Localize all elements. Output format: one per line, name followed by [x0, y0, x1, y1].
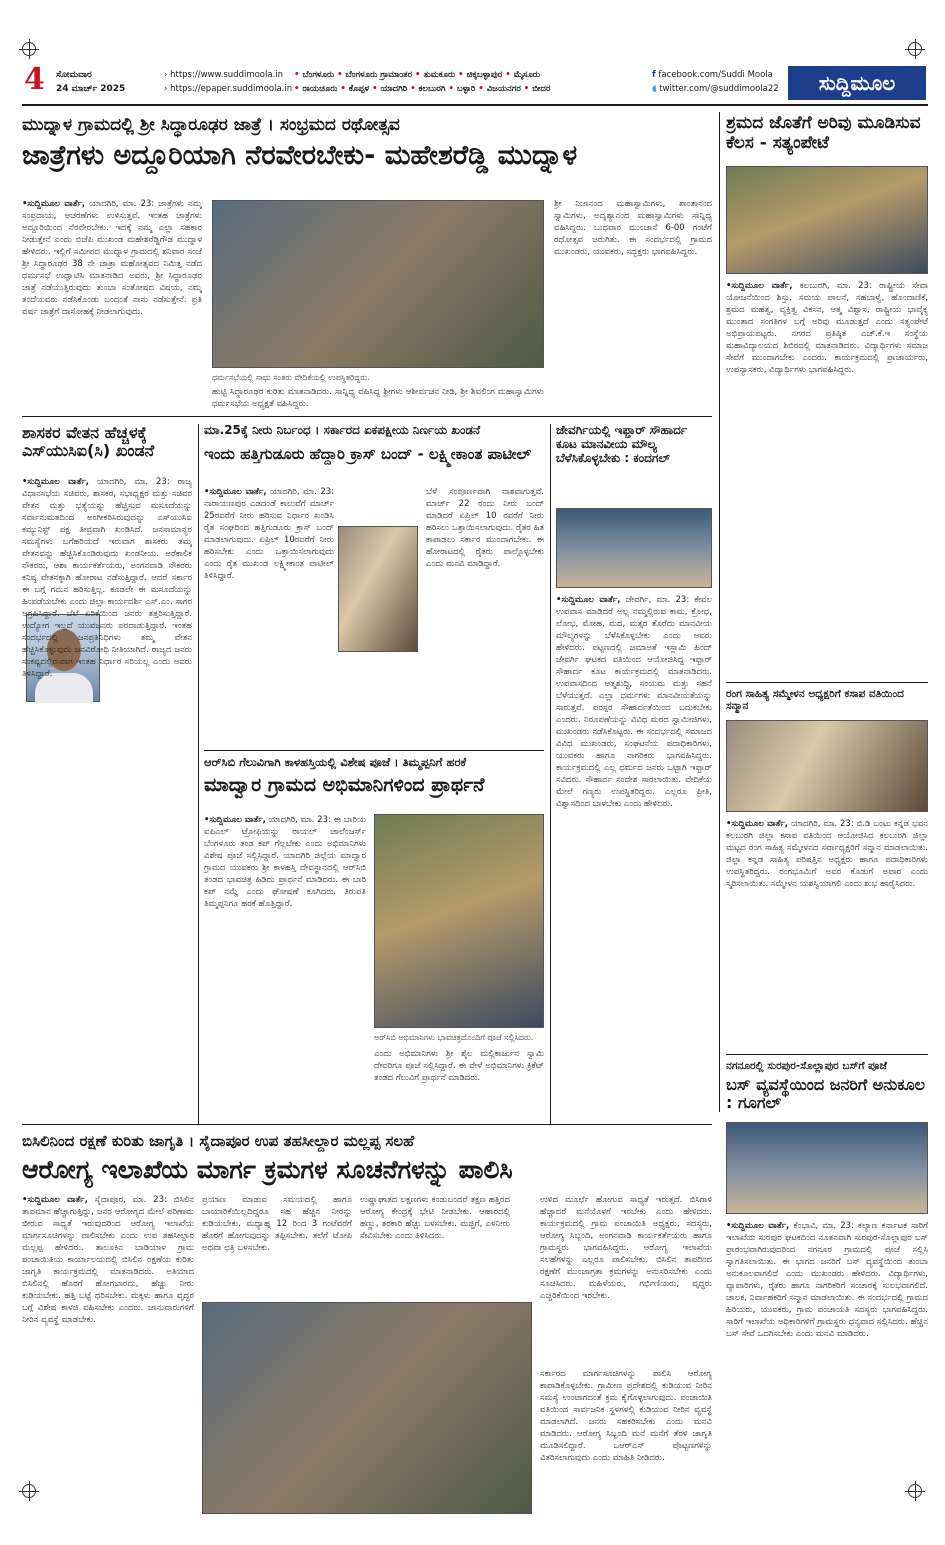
iftar-story — [556, 424, 712, 1124]
facebook-link[interactable]: facebook.com/Suddi Moola — [658, 70, 773, 80]
health-column-5: ಸರ್ಕಾರದ ಮಾರ್ಗಸೂಚಿಗಳನ್ನು ಪಾಲಿಸಿ ಆರೋಗ್ಯ ಕಾಪಾಡಿಕೊಳ್ಳಬೇಕು. ಗ್ರಾಮೀಣ ಪ್ರದೇಶದಲ್ಲಿ ಕುಡಿಯುವ ನೀರಿನ ಸಮಸ್ಯೆ ಉಂಟಾಗದಂತೆ ಕ್ರಮ ಕೈಗೊಳ್ಳಲಾಗುವುದು. ಪಂಚಾಯಿತಿ ವತಿಯಿಂದ ಸಾರ್ವಜನಿಕ ಸ್ಥಳಗಳಲ್ಲಿ ಕುಡಿಯುವ ನೀರಿನ ವ್ಯವಸ್ಥೆ ಮಾಡಲಾಗಿದೆ. ಜನರು ಸಹಕರಿಸಬೇಕು ಎಂದು ಮನವಿ ಮಾಡಿದರು. ಆರೋಗ್ಯ ಸಿಬ್ಬಂದಿ ಮನೆ ಮನೆಗೆ ತೆರಳಿ ಜಾಗೃತಿ ಮೂಡಿಸಲಿದ್ದಾರೆ. ಒಆರ್‌ಎಸ್ ಪೊಟ್ಟಣಗಳನ್ನು ವಿತರಿಸಲಾಗುವುದು ಎಂದು ಮಾಹಿತಿ ನೀಡಿದರು. — [540, 1369, 712, 1463]
health-byline: •ಸುದ್ದಿಮೂಲ ವಾರ್ತೆ, — [22, 1195, 88, 1205]
health-story — [22, 1130, 712, 1522]
cities-row-2 — [294, 82, 550, 96]
lead-kicker: ಮುದ್ನಾಳ ಗ್ರಾಮದಲ್ಲಿ ಶ್ರೀ ಸಿದ್ಧಾರೂಢರ ಜಾತ್ರೆ । ಸಂಭ್ರಮದ ರಥೋತ್ಸವ — [22, 115, 400, 135]
right-top-byline: •ಸುದ್ದಿಮೂಲ ವಾರ್ತೆ, — [726, 281, 793, 291]
bus-byline: •ಸುದ್ದಿಮೂಲ ವಾರ್ತೆ, — [726, 1221, 790, 1231]
iftar-byline: •ಸುದ್ದಿಮೂಲ ವಾರ್ತೆ, — [556, 595, 621, 605]
brand-logo: ಸುದ್ದಿಮೂಲ — [788, 66, 926, 100]
rcb-photo-caption: ಆರ್‌ಸಿಬಿ ಅಭಿಮಾನಿಗಳು ಭಾವಚಿತ್ರದೊಂದಿಗೆ ಪೂಜೆ ಸಲ್ಲಿಸಿದರು. — [374, 1033, 534, 1042]
bus-body — [726, 1220, 928, 1520]
water-story — [204, 424, 544, 744]
bus-photo[interactable] — [726, 1122, 928, 1214]
city: • ಕೊಪ್ಪಳ — [340, 84, 369, 94]
city: • ಕಲಬುರಗಿ — [410, 84, 445, 94]
rcb-text-1: ಯಾದಗಿರಿ, ಮಾ. 23: ಈ ಬಾರಿಯ ಐಪಿಎಲ್ ಟ್ರೋಫಿಯನ್ನು ರಾಯಲ್ ಚಾಲೆಂಜರ್ಸ್ ಬೆಂಗಳೂರು ತಂಡ ಕಪ್ ಗೆಲ್ಲಬೇಕು ಎಂದು ಅಭಿಮಾನಿಗಳು ವಿಶೇಷ ಪೂಜೆ ಸಲ್ಲಿಸಿದ್ದಾರೆ. ಯಾದಗಿರಿ ಜಿಲ್ಲೆಯ ಮಾದ್ವಾರ ಗ್ರಾಮದ ಯುವಕರು ಶ್ರೀ ಕಾಳಹಸ್ತಿ ದೇವಸ್ಥಾನದಲ್ಲಿ ಆರ್‌ಸಿಬಿ ತಂಡದ ಭಾವಚಿತ್ರ ಹಿಡಿದು ಪ್ರಾರ್ಥನೆ ಮಾಡಿದರು. ಈ ಬಾರಿ ಕಪ್ ನಮ್ದೆ ಎಂದು ಘೋಷಣೆ ಕೂಗಿದರು. ತಿರುಪತಿ ತಿಮ್ಮಪ್ಪನಿಗೂ ಹರಕೆ ಹೊತ್ತಿದ್ದಾರೆ. — [204, 815, 366, 909]
lead-headline: ಜಾತ್ರೆಗಳು ಅದ್ದೂರಿಯಾಗಿ ನೆರವೇರಬೇಕು- ಮಹೇಶರೆಡ್ಡಿ ಮುದ್ನಾಳ — [22, 140, 578, 171]
facebook-icon: f — [652, 70, 656, 80]
health-kicker: ಬಿಸಿಲಿನಿಂದ ರಕ್ಷಣೆ ಕುರಿತು ಜಾಗೃತಿ । ಸೈದಾಪೂರ ಉಪ ತಹಸೀಲ್ದಾರ ಮಲ್ಲಪ್ಪ ಸಲಹೆ — [22, 1132, 415, 1150]
iftar-text: ಜೇವರ್ಗಿ, ಮಾ. 23: ಕೇವಲ ಉಪವಾಸ ಮಾಡಿದರೆ ಅಲ್ಲ ನಮ್ಮಲ್ಲಿರುವ ಕಾಮ, ಕ್ರೋಧ, ಲೋಭ, ಮೋಹ, ಮದ, ಮತ್ಸರ ತೊರೆದು ಮಾನವೀಯ ಮೌಲ್ಯಗಳನ್ನು ಬೆಳೆಸಿಕೊಳ್ಳಬೇಕು ಎಂದು ಅವರು ಹೇಳಿದರು. ಪಟ್ಟಣದಲ್ಲಿ ಜಮಾಅತೆ ಇಸ್ಲಾಮಿ ಹಿಂದ್ ಜೇವರ್ಗಿ ಘಟಕದ ವತಿಯಿಂದ ಆಯೋಜಿಸಿದ್ದ ಇಫ್ತಾರ್ ಸೌಹಾರ್ದ ಕೂಟ ಕಾರ್ಯಕ್ರಮದಲ್ಲಿ ಮಾತನಾಡಿದರು. ಉಪವಾಸದಿಂದ ಆತ್ಮಶುದ್ಧಿ, ಸಂಯಮ ಮತ್ತು ಸಹನೆ ಬೆಳೆಯುತ್ತದೆ. ಎಲ್ಲಾ ಧರ್ಮಗಳು ಮಾನವೀಯತೆಯನ್ನು ಸಾರುತ್ತವೆ. ಪರಸ್ಪರ ಸೌಹಾರ್ದತೆಯಿಂದ ಬದುಕಬೇಕು ಎಂದರು. ನಿರೂಪಣೆಯನ್ನು ವಿವಿಧ ಮಠದ ಸ್ವಾಮೀಜಿಗಳು, ಮುಖಂಡರು ನಡೆಸಿಕೊಟ್ಟರು. ಈ ಸಂದರ್ಭದಲ್ಲಿ ಸಮಾಜದ ವಿವಿಧ ಮುಖಂಡರು, ಸಂಘಟನೆಯ ಪದಾಧಿಕಾರಿಗಳು, ಯುವಕರು ಹಾಗೂ ನಾಗರಿಕರು ಭಾಗವಹಿಸಿದ್ದರು. ಕಾರ್ಯಕ್ರಮದಲ್ಲಿ ಎಲ್ಲ ಧರ್ಮದ ಜನರು ಒಟ್ಟಾಗಿ ಇಫ್ತಾರ್ ಸವಿದರು. ಸೌಹಾರ್ದ ಸಂದೇಶ ಸಾರಲಾಯಿತು. ವೇದಿಕೆಯ ಮೇಲೆ ಗಣ್ಯರು ಉಪಸ್ಥಿತರಿದ್ದರು. ಎಲ್ಲರೂ ಪ್ರೀತಿ, ವಿಶ್ವಾಸದಿಂದ ಬಾಳಬೇಕು ಎಂದು ಹೇಳಿದರು. — [556, 595, 712, 809]
water-headline: ಇಂದು ಹತ್ತಿಗುಡೂರು ಹೆದ್ದಾರಿ ಕ್ರಾಸ್ ಬಂದ್ - ಲಕ್ಷ್ಮೀಕಾಂತ ಪಾಟೀಲ್ — [204, 444, 532, 463]
salary-story — [22, 424, 192, 1124]
health-text-1: ಸೈದಾಪೂರ, ಮಾ. 23: ಬಿಸಿಲಿನ ತಾಪಮಾನ ಹೆಚ್ಚಾಗುತ್ತಿದ್ದು, ಜನರ ಆರೋಗ್ಯದ ಮೇಲೆ ಪರಿಣಾಮ ಬೀರುವ ಸಾಧ್ಯತೆ ಇರುವುದರಿಂದ ಆರೋಗ್ಯ ಇಲಾಖೆಯ ಮಾರ್ಗಸೂಚಿಗಳನ್ನು ಪಾಲಿಸಬೇಕು ಎಂದು ಉಪ ತಹಸೀಲ್ದಾರ ಮಲ್ಲಪ್ಪ ಹೇಳಿದರು. ತಾಲೂಕಿನ ಬಾಡಿಯಾಳ ಗ್ರಾಮ ಪಂಚಾಯಿತಿಯ ಕಾರ್ಯಾಲಯದಲ್ಲಿ ಬಿಸಿಲಿನ ರಕ್ಷಣೆಯ ಕುರಿತು ಜಾಗೃತಿ ಕಾರ್ಯಕ್ರಮದಲ್ಲಿ ಮಾತನಾಡಿದರು. ಅತಿಯಾದ ಬಿಸಿಲಿನಲ್ಲಿ ಹೊರಗೆ ಹೋಗಬಾರದು, ಹೆಚ್ಚು ನೀರು ಕುಡಿಯಬೇಕು. ಹತ್ತಿ ಬಟ್ಟೆ ಧರಿಸಬೇಕು. ಮಕ್ಕಳು ಹಾಗೂ ವೃದ್ಧರ ಬಗ್ಗೆ ವಿಶೇಷ ಕಾಳಜಿ ವಹಿಸಬೇಕು ಎಂದರು. ಜಾನುವಾರುಗಳಿಗೆ ನೀರಿನ ವ್ಯವಸ್ಥೆ ಮಾಡಬೇಕು. — [22, 1195, 194, 1325]
rcb-column-1 — [204, 814, 366, 1110]
rangasahitya-story — [726, 688, 928, 1048]
edition-day: ಸೋಮವಾರ — [56, 70, 92, 80]
bus-text: ಕೆಂಭಾವಿ, ಮಾ. 23: ಕಲ್ಯಾಣ ಕರ್ನಾಟಕ ಸಾರಿಗೆ ಇಲಾಖೆಯ ಸುರಪುರ ಘಟಕದಿಂದ ನೂತನವಾಗಿ ಸುರಪುರ-ಸೊಲ್ಲಾಪುರ ಬಸ್ ಪ್ರಾರಂಭವಾಗಿರುವುದರಿಂದ ನಗನೂರ ಗ್ರಾಮದಲ್ಲಿ ಪೂಜೆ ಸಲ್ಲಿಸಿ ಸ್ವಾಗತಿಸಲಾಯಿತು. ಈ ಭಾಗದ ಜನರಿಗೆ ಬಸ್ ವ್ಯವಸ್ಥೆಯಿಂದ ತುಂಬಾ ಅನುಕೂಲವಾಗಲಿದೆ ಎಂದು ಮುಖಂಡರು ಹೇಳಿದರು. ವಿದ್ಯಾರ್ಥಿಗಳು, ವ್ಯಾಪಾರಿಗಳು, ರೈತರು ಹಾಗೂ ನಾಗರಿಕರಿಗೆ ಸಂಚಾರಕ್ಕೆ ಸುಲಭವಾಗಲಿದೆ. ಚಾಲಕ, ನಿರ್ವಾಹಕರಿಗೆ ಸನ್ಮಾನ ಮಾಡಲಾಯಿತು. ಈ ಸಂದರ್ಭದಲ್ಲಿ ಗ್ರಾಮದ ಹಿರಿಯರು, ಯುವಕರು, ಗ್ರಾಮ ಪಂಚಾಯತಿ ಸದಸ್ಯರು ಭಾಗವಹಿಸಿದ್ದರು. ಸಾರಿಗೆ ಇಲಾಖೆಯ ಅಧಿಕಾರಿಗಳಿಗೆ ಗ್ರಾಮಸ್ಥರು ಧನ್ಯವಾದ ಸಲ್ಲಿಸಿದರು. ಹೆಚ್ಚಿನ ಬಸ್ ಸೇವೆ ಒದಗಿಸಬೇಕು ಎಂದು ಮನವಿ ಮಾಡಿದರು. — [726, 1221, 928, 1339]
bus-kicker: ನಗನೂರಲ್ಲಿ ಸುರಪುರ-ಸೊಲ್ಲಾಪುರ ಬಸ್‌ಗೆ ಪೂಜೆ — [726, 1060, 887, 1072]
rcb-column-2: ಎಂದು ಅಭಿಮಾನಿಗಳು ಶ್ರೀ ಶೈಲ ಮಲ್ಲಿಕಾರ್ಜುನ ಸ್ವಾಮಿ ದೇವರಿಗೂ ಪೂಜೆ ಸಲ್ಲಿಸಿದ್ದಾರೆ. ಈ ವೇಳೆ ಅಭಿಮಾನಿಗಳು ಕ್ರಿಕೆಟ್ ತಂಡದ ಗೆಲುವಿಗೆ ಪ್ರಾರ್ಥನೆ ಮಾಡಿದರು. — [374, 1049, 544, 1083]
right-top-text: ಕಲಬುರಗಿ, ಮಾ. 23: ರಾಷ್ಟ್ರೀಯ ಸೇವಾ ಯೋಜನೆಯಿಂದ ಶಿಸ್ತು, ಸಮಯ ಪಾಲನೆ, ಸಹಬಾಳ್ವೆ, ಹೊಂದಾಣಿಕೆ, ಶ್ರಮದ ಮಹತ್ವ, ವ್ಯಕ್ತಿತ್ವ ವಿಕಸನ, ಆತ್ಮ ವಿಶ್ವಾಸ, ರಾಷ್ಟ್ರೀಯ ಭಾವೈಕ್ಯ ಮುಂತಾದ ಸಂಗತಿಗಳ ಬಗ್ಗೆ ಅರಿವು ಮೂಡುತ್ತದೆ ಎಂದು ಸತ್ಯಂಪೇಟೆ ಅಭಿಪ್ರಾಯಪಟ್ಟರು. ನಗರದ ಪ್ರತಿಷ್ಠಿತ ಎಚ್.ಕೆ.ಇ ಸಂಸ್ಥೆಯ ಮಹಾವಿದ್ಯಾಲಯದ ಶಿಬಿರದಲ್ಲಿ ಮಾತನಾಡಿದರು. ವಿದ್ಯಾರ್ಥಿಗಳು ಸಮಾಜ ಸೇವೆಗೆ ಮುಂದಾಗಬೇಕು ಎಂದರು. ಕಾರ್ಯಕ್ರಮದಲ್ಲಿ ಪ್ರಾಚಾರ್ಯರು, ಉಪನ್ಯಾಸಕರು, ವಿದ್ಯಾರ್ಥಿಗಳು ಭಾಗವಹಿಸಿದ್ದರು. — [726, 281, 928, 375]
health-column-1 — [22, 1194, 194, 1518]
city: • ಬಳ್ಳಾರಿ — [449, 84, 476, 94]
city: • ಬೀದರ — [524, 84, 551, 94]
water-portrait-photo[interactable] — [338, 526, 418, 652]
section-divider — [726, 1054, 928, 1055]
city: • ಯಾದಗಿರಿ — [372, 84, 407, 94]
lead-column-3: ಶ್ರೀ ನಿಜಾನಂದ ಮಹಾಸ್ವಾಮಿಗಳು, ಶಾಂತಾನಂದ ಸ್ವಾಮಿಗಳು, ಅದೃಶ್ಯಾನಂದ ಮಹಾಸ್ವಾಮಿಗಳು ಸಾನ್ನಿಧ್ಯ ವಹಿಸಿದ್ದರು. ಬುಧವಾರ ಮುಂಜಾನೆ 6-00 ಗಂಟೆಗೆ ರಥೋತ್ಸವ ಜರುಗಿತು. ಈ ಸಂದರ್ಭದಲ್ಲಿ ಗ್ರಾಮದ ಮುಖಂಡರು, ಯುವಕರು, ಸದ್ಭಕ್ತರು ಭಾಗವಹಿಸಿದ್ದರು. — [554, 199, 712, 257]
rangasahitya-headline: ರಂಗ ಸಾಹಿತ್ಯ ಸಮ್ಮೇಳನ ಅಧ್ಯಕ್ಷರಿಗೆ ಕಸಾಪ ವತಿಯಿಂದ ಸನ್ಮಾನ — [726, 688, 904, 713]
health-headline: ಆರೋಗ್ಯ ಇಲಾಖೆಯ ಮಾರ್ಗ ಕ್ರಮಗಳ ಸೂಚನೆಗಳನ್ನು ಪಾಲಿಸಿ — [22, 1155, 513, 1184]
twitter-link[interactable]: twitter.com/@suddimoola22 — [659, 84, 779, 94]
column-divider — [550, 424, 551, 1124]
newspaper-page — [22, 62, 928, 1522]
website-links: › https://www.suddimoola.in › https://epaper.suddimoola.in — [164, 70, 293, 94]
lead-photo-caption: ಧರ್ಮಸಭೆಯಲ್ಲಿ ಸಾಧು ಸಂತರು ವೇದಿಕೆಯಲ್ಲಿ ಉಪಸ್ಥಿತರಿದ್ದರು. — [212, 373, 370, 382]
website-link[interactable]: https://www.suddimoola.in — [170, 70, 284, 80]
iftar-headline: ಜೇವರ್ಗಿಯಲ್ಲಿ ಇಫ್ತಾರ್ ಸೌಹಾರ್ದ ಕೂಟ ಮಾನವೀಯ ಮೌಲ್ಯ ಬೆಳೆಸಿಕೊಳ್ಳಬೇಕು : ಕಂದಗಲ್ — [556, 424, 688, 465]
water-text-1: ಯಾದಗಿರಿ, ಮಾ. 23: ನಾರಾಯಣಪುರ ಎಡದಂಡೆ ಕಾಲುವೆಗೆ ಮಾರ್ಚ್ 25ರವರೆಗೆ ನೀರು ಹರಿಸುವ ನಿರ್ಧಾರ ಖಂಡಿಸಿ ರೈತ ಸಂಘದಿಂದ ಹತ್ತಿಗುಡೂರು ಕ್ರಾಸ್ ಬಂದ್ ಮಾಡಲಾಗುವುದು. ಏಪ್ರಿಲ್ 10ರವರೆಗೆ ನೀರು ಹರಿಸಬೇಕು ಎಂದು ಒತ್ತಾಯಿಸಲಾಗುವುದು ಎಂದು ರೈತ ಮುಖಂಡ ಲಕ್ಷ್ಮೀಕಾಂತ ಪಾಟೀಲ್ ತಿಳಿಸಿದ್ದಾರೆ. — [204, 487, 334, 581]
section-divider — [726, 682, 928, 683]
edition-date — [56, 68, 125, 96]
city: • ಮೈಸೂರು — [505, 70, 540, 80]
water-byline: •ಸುದ್ದಿಮೂಲ ವಾರ್ತೆ, — [204, 487, 267, 497]
bus-story — [726, 1060, 928, 1522]
rangasahitya-body — [726, 818, 928, 1044]
salary-headline: ಶಾಸಕರ ವೇತನ ಹೆಚ್ಚಳಕ್ಕೆ ಎಸ್‌ಯುಸಿಐ(ಸಿ) ಖಂಡನೆ — [22, 424, 155, 461]
social-links — [652, 68, 779, 96]
rangasahitya-text: ಯಾದಗಿರಿ, ಮಾ. 23: ಬಿ.ಡಿ ಬಂಟು ಕನ್ನಡ ಭವನ ಕಲಬುರಗಿ ಜಿಲ್ಲಾ ಕಸಾಪ ವತಿಯಿಂದ ಆಯೋಜಿಸಿದ ಕಲಬುರಗಿ ಜಿಲ್ಲಾ ಮಟ್ಟದ ರಂಗ ಸಾಹಿತ್ಯ ಸಮ್ಮೇಳನದ ಸರ್ವಾಧ್ಯಕ್ಷರಿಗೆ ಸನ್ಮಾನ ಮಾಡಲಾಯಿತು. ಜಿಲ್ಲಾ ಕನ್ನಡ ಸಾಹಿತ್ಯ ಪರಿಷತ್ತಿನ ಅಧ್ಯಕ್ಷರು ಹಾಗೂ ಪದಾಧಿಕಾರಿಗಳು ಉಪಸ್ಥಿತರಿದ್ದರು. ರಂಗಭೂಮಿಗೆ ಅವರ ಕೊಡುಗೆ ಅಪಾರ ಎಂದು ಸ್ಮರಿಸಲಾಯಿತು. ಸಮ್ಮೇಳನ ಯಶಸ್ವಿಯಾಗಲಿ ಎಂದು ಶುಭ ಹಾರೈಸಿದರು. — [726, 819, 928, 889]
column-divider — [719, 112, 720, 1112]
city: • ರಾಯಚೂರು — [294, 84, 337, 94]
cities-row-1 — [294, 68, 550, 82]
water-column-1 — [204, 486, 334, 738]
city: • ಚಿಕ್ಕಬಳ್ಳಾಪುರ — [458, 70, 502, 80]
health-column-2: ಪ್ರಯಾಣ ಮಾಡುವ ಸಮಯದಲ್ಲಿ ಹಾಗೂ ಬಾಯಾರಿಕೆಯಿಲ್ಲದಿದ್ದರೂ ಸಹ ಹೆಚ್ಚಿನ ನೀರನ್ನು ಕುಡಿಯಬೇಕು. ಮಧ್ಯಾಹ್ನ 12 ರಿಂದ 3 ಗಂಟೆವರೆಗೆ ಹೊರಗೆ ಹೋಗುವುದನ್ನು ತಪ್ಪಿಸಬೇಕು. ತಲೆಗೆ ಟೋಪಿ ಅಥವಾ ಛತ್ರಿ ಬಳಸಬೇಕು. — [202, 1195, 352, 1253]
section-divider — [22, 416, 712, 417]
health-column-4: ಉಳಿದ ಮೂರ್ಛೆ ಹೋಗುವ ಸಾಧ್ಯತೆ ಇರುತ್ತದೆ. ಬಿಸಿಗಾಳಿ ಹೆಚ್ಚಾದರೆ ಮನೆಯೊಳಗೆ ಇರಬೇಕು ಎಂದು ಹೇಳಿದರು. ಕಾರ್ಯಕ್ರಮದಲ್ಲಿ ಗ್ರಾಮ ಪಂಚಾಯಿತಿ ಅಧ್ಯಕ್ಷರು, ಸದಸ್ಯರು, ಆರೋಗ್ಯ ಸಿಬ್ಬಂದಿ, ಅಂಗನವಾಡಿ ಕಾರ್ಯಕರ್ತೆಯರು ಹಾಗೂ ಗ್ರಾಮಸ್ಥರು ಭಾಗವಹಿಸಿದ್ದರು. ಆರೋಗ್ಯ ಇಲಾಖೆಯ ಸಲಹೆಗಳನ್ನು ಎಲ್ಲರೂ ಪಾಲಿಸಬೇಕು. ಬಿಸಿಲಿನ ತಾಪದಿಂದ ರಕ್ಷಣೆಗೆ ಮುಂಜಾಗ್ರತಾ ಕ್ರಮಗಳನ್ನು ಅನುಸರಿಸಬೇಕು ಎಂದು ಸೂಚಿಸಿದರು. ಮಹಿಳೆಯರು, ಗರ್ಭಿಣಿಯರು, ವೃದ್ಧರು ಎಚ್ಚರಿಕೆಯಿಂದ ಇರಬೇಕು. — [540, 1195, 712, 1301]
lead-column-2: ಹುಟ್ಟಿ ಸಿದ್ಧಾರೂಢರ ಕುರಿತು ಮಾತನಾಡಿದರು. ಸಾನ್ನಿಧ್ಯ ವಹಿಸಿದ್ದ ಶ್ರೀಗಳು ಆಶೀರ್ವಚನ ನೀಡಿ, ಶ್ರೀ ಶಿವಲಿಂಗ ಮಹಾಸ್ವಾಮಿಗಳು ಧರ್ಮಸಭೆಯ ಅಧ್ಯಕ್ಷತೆ ವಹಿಸಿದ್ದರು. — [212, 387, 544, 409]
rcb-story — [204, 756, 544, 1116]
lead-body-1: ಯಾದಗಿರಿ, ಮಾ. 23: ಜಾತ್ರೆಗಳು ನಮ್ಮ ಸಂಪ್ರದಾಯ, ಆಚರಣೆಗಳು ಉಳಿಸುತ್ತವೆ. ಇಂತಹ ಜಾತ್ರೆಗಳು ಅದ್ದೂರಿಯಿಂದ ನೆರವೇರಬೇಕು. ಇದಕ್ಕೆ ನಮ್ಮ ಎಲ್ಲಾ ಸಹಕಾರ ನೀಡುತ್ತೇನೆ ಎಂದು ಬಿಜೆಪಿ ಮುಖಂಡ ಮಹೇಶರೆಡ್ಡಿಗೌಡ ಮುದ್ನಾಳ ಹೇಳಿದರು. ಇಲ್ಲಿಗೆ ಸಮೀಪದ ಮುದ್ನಾಳ ಗ್ರಾಮದಲ್ಲಿ ಶನಿವಾರ ಸಂಜೆ ಶ್ರೀ ಸಿದ್ಧಾರೂಢರ 38 ನೇ ಜಾತ್ರಾ ಮಹೋತ್ಸವದ ನಿಮಿತ್ತ ನಡೆದ ಧರ್ಮಸಭೆ ಉದ್ಘಾಟಿಸಿ ಮಾತನಾಡಿದ ಅವರು, ಶ್ರೀ ಸಿದ್ಧಾರೂಢರ ಜಾತ್ರೆ ನಡೆಯುತ್ತಿರುವುದು ತುಂಬಾ ಸಂತೋಷದ ವಿಷಯ, ನಮ್ಮ ತಂದೆಯವರು ನಡೆಸಿಕೊಂಡು ಬಂದಂತೆ ನಾನು ನಡೆಸುತ್ತೇನೆ. ಪ್ರತಿ ವರ್ಷ ಜಾತ್ರೆಗೆ ದಾಸೋಹಕ್ಕೆ ನೀಡಲಾಗುವುದು. — [22, 199, 202, 317]
lead-photo[interactable] — [212, 200, 544, 368]
lead-story — [22, 114, 712, 444]
right-top-story — [726, 114, 928, 674]
iftar-photo[interactable] — [556, 508, 712, 588]
page-number: 4 — [24, 62, 45, 97]
iftar-body — [556, 594, 712, 1118]
rcb-photo[interactable] — [374, 814, 544, 1028]
registration-mark — [908, 42, 922, 56]
edition-date-text: 24 ಮಾರ್ಚ್ 2025 — [56, 84, 126, 94]
rcb-kicker: ಆರ್‌ಸಿಬಿ ಗೆಲುವಿಗಾಗಿ ಕಾಳಹಸ್ತಿಯಲ್ಲಿ ವಿಶೇಷ ಪೂಜೆ । ತಿಮ್ಮಪ್ಪನಿಗೆ ಹರಕೆ — [204, 756, 467, 769]
edition-cities — [294, 68, 550, 96]
city: • ಬೆಂಗಳೂರು — [294, 70, 334, 80]
health-column-3: ಉಷ್ಣಾಘಾತದ ಲಕ್ಷಣಗಳು ಕಂಡುಬಂದರೆ ತಕ್ಷಣ ಹತ್ತಿರದ ಆರೋಗ್ಯ ಕೇಂದ್ರಕ್ಕೆ ಭೇಟಿ ನೀಡಬೇಕು. ಆಹಾರದಲ್ಲಿ ಹಣ್ಣು, ತರಕಾರಿ ಹೆಚ್ಚು ಬಳಸಬೇಕು. ಮಜ್ಜಿಗೆ, ಎಳನೀರು ಸೇವಿಸಬೇಕು ಎಂದು ತಿಳಿಸಿದರು. — [360, 1195, 510, 1241]
registration-mark — [22, 42, 36, 56]
salary-body — [22, 476, 192, 1116]
rangasahitya-byline: •ಸುದ್ದಿಮೂಲ ವಾರ್ತೆ, — [726, 819, 789, 829]
city: • ವಿಜಯನಗರ — [478, 84, 521, 94]
salary-byline: •ಸುದ್ದಿಮೂಲ ವಾರ್ತೆ, — [22, 477, 90, 487]
section-divider — [204, 750, 544, 751]
epaper-link[interactable]: https://epaper.suddimoola.in — [170, 84, 293, 94]
city: • ಬೆಂಗಳೂರು ಗ್ರಾಮಾಂತರ — [337, 70, 412, 80]
section-divider — [22, 1124, 712, 1125]
water-column-2: ಬೆಳೆ ಸಂಪೂರ್ಣವಾಗಿ ನಾಶವಾಗುತ್ತವೆ. ಮಾರ್ಚ್ 22 ರಂದು ನೀರು ಬಂದ್ ಮಾಡಿದರೆ ಏಪ್ರಿಲ್ 10 ರವರೆಗೆ ನೀರು ಹರಿಸಲು ಒತ್ತಾಯಿಸಲಾಗುವುದು. ರೈತರ ಹಿತ ಕಾಪಾಡಲು ಸರ್ಕಾರ ಮುಂದಾಗಬೇಕು. ಈ ಹೋರಾಟದಲ್ಲಿ ರೈತರು ಪಾಲ್ಗೊಳ್ಳಬೇಕು ಎಂದು ಮನವಿ ಮಾಡಿದ್ದಾರೆ. — [426, 487, 544, 569]
right-top-headline: ಶ್ರಮದ ಜೊತೆಗೆ ಅರಿವು ಮೂಡಿಸುವ ಕೆಲಸ - ಸತ್ಯಂಪೇಟೆ — [726, 114, 921, 153]
water-kicker: ಮಾ.25ಕ್ಕೆ ನೀರು ನಿರ್ಬಂಧ । ಸರ್ಕಾರದ ಏಕಪಕ್ಷೀಯ ನಿರ್ಣಯ ಖಂಡನೆ — [204, 424, 481, 437]
bus-headline: ಬಸ್ ವ್ಯವಸ್ಥೆಯಿಂದ ಜನರಿಗೆ ಅನುಕೂಲ : ಗೂಗಲ್ — [726, 1075, 926, 1113]
lead-column-1 — [22, 198, 202, 438]
twitter-icon: ◖ — [652, 84, 657, 94]
column-divider — [198, 424, 199, 1124]
health-photo[interactable] — [202, 1302, 532, 1514]
right-top-body — [726, 280, 928, 674]
rcb-headline: ಮಾದ್ವಾರ ಗ್ರಾಮದ ಅಭಿಮಾನಿಗಳಿಂದ ಪ್ರಾರ್ಥನೆ — [204, 774, 485, 797]
right-top-photo[interactable] — [726, 166, 928, 274]
rcb-byline: •ಸುದ್ದಿಮೂಲ ವಾರ್ತೆ, — [204, 815, 266, 825]
city: • ತುಮಕೂರು — [415, 70, 455, 80]
lead-byline: •ಸುದ್ದಿಮೂಲ ವಾರ್ತೆ, — [22, 199, 86, 209]
salary-text: ಯಾದಗಿರಿ, ಮಾ. 23: ರಾಜ್ಯ ವಿಧಾನಸಭೆಯ ಸಚಿವರು, ಶಾಸಕರ, ಸಭಾಧ್ಯಕ್ಷರ ಮತ್ತು ಸಚಿವರ ವೇತನ ಮತ್ತು ಭತ್ಯೆಯನ್ನು ಹೆಚ್ಚಿಸುವ ಮಸೂದೆಯನ್ನು ಸರ್ವಾನುಮತದಿಂದ ಅಂಗೀಕರಿಸಿರುವುದನ್ನು ಎಸ್‌ಯುಸಿಐ ಕಮ್ಯುನಿಸ್ಟ್ ಪಕ್ಷ ತೀವ್ರವಾಗಿ ಖಂಡಿಸಿದೆ. ಜನಸಾಮಾನ್ಯರ ಸಮಸ್ಯೆಗಳು ಬಗೆಹರಿಯದೆ ಇರುವಾಗ ಶಾಸಕರು ತಮ್ಮ ವೇತನವನ್ನು ಹೆಚ್ಚಿಸಿಕೊಂಡಿರುವುದು ಖಂಡನೀಯ. ಅರೆಕಾಲಿಕ ನೌಕರರು, ಆಶಾ ಕಾರ್ಯಕರ್ತೆಯರು, ಅಂಗನವಾಡಿ ನೌಕರರು ಕನಿಷ್ಠ ವೇತನಕ್ಕಾಗಿ ಹೋರಾಟ ನಡೆಸುತ್ತಿದ್ದಾರೆ. ಆದರೆ ಸರ್ಕಾರ ಈ ಬಗ್ಗೆ ಗಮನ ಹರಿಸುತ್ತಿಲ್ಲ. ಕೂಡಲೇ ಈ ಮಸೂದೆಯನ್ನು ಹಿಂಪಡೆಯಬೇಕು ಎಂದು ಜಿಲ್ಲಾ ಕಾರ್ಯದರ್ಶಿ ಎಸ್.ಎಂ. ಸಾಗರ ಆಗ್ರಹಿಸಿದ್ದಾರೆ. ಬೆಲೆ ಏರಿಕೆಯಿಂದ ಜನರು ತತ್ತರಿಸುತ್ತಿದ್ದಾರೆ. ಉದ್ಯೋಗ ಇಲ್ಲದೆ ಯುವಜನರು ಪರದಾಡುತ್ತಿದ್ದಾರೆ. ಇಂತಹ ಸಂದರ್ಭದಲ್ಲಿ ಜನಪ್ರತಿನಿಧಿಗಳು ತಮ್ಮ ವೇತನ ಹೆಚ್ಚಿಸಿಕೊಳ್ಳುವುದು ಜನವಿರೋಧಿ ನೀತಿಯಾಗಿದೆ. ರಾಜ್ಯದ ಜನರು ಸಂಕಷ್ಟದಲ್ಲಿರುವಾಗ ಇಂತಹ ನಿರ್ಧಾರ ಸರಿಯಲ್ಲ ಎಂದು ಅವರು ತಿಳಿಸಿದ್ದಾರೆ. — [22, 477, 192, 679]
masthead — [22, 62, 928, 106]
rangasahitya-photo[interactable] — [726, 720, 928, 812]
